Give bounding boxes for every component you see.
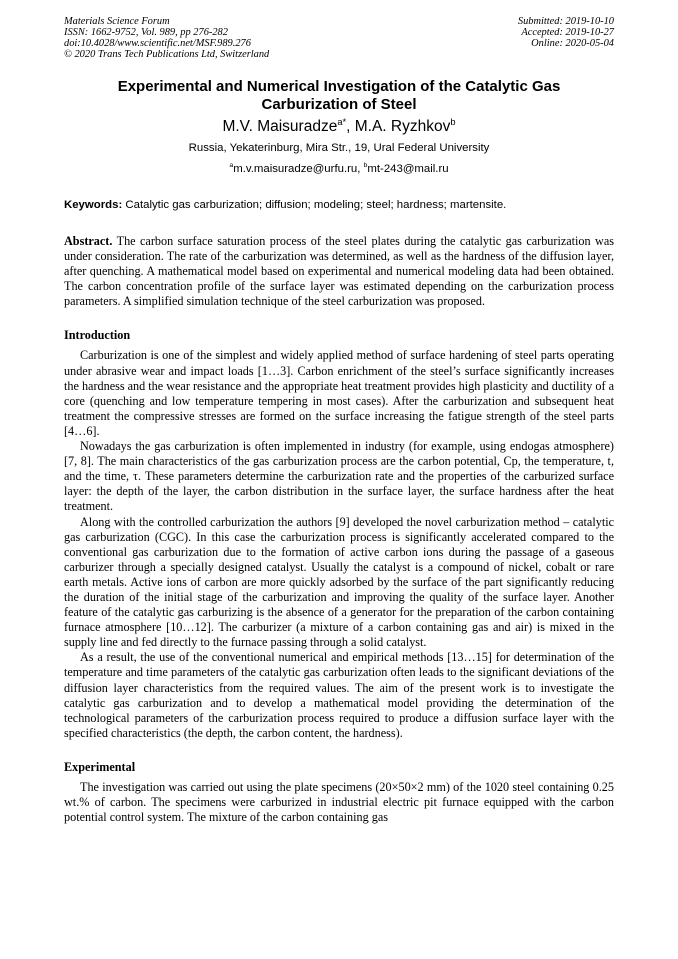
keywords (64, 198, 614, 213)
intro-paragraph-1: Carburization is one of the simplest and widely applied method of surface hardening of steel parts operating under abrasive wear and impact loads [1…3]. Carbon enrichment of the steel’s surface significantly increases the hardness and the wear resistance and the appropriate heat treatment provides high plasticity and ductility of a core (quenching and low temperature tempering in most cases). After the carburization and subsequent heat treatment the compressive stresses are formed on the surface increasing the fatigue strength of the steel parts [4…6]. (64, 348, 614, 438)
journal-header (64, 16, 614, 60)
abstract (64, 234, 614, 309)
author-list (64, 117, 614, 137)
email-a-mark: a (229, 162, 234, 170)
keywords-label: Keywords: (64, 199, 123, 211)
journal-info (64, 16, 269, 60)
abstract-text: The carbon surface saturation process of the steel plates during the catalytic gas carburization was under consideration. The rate of the carburization was determined, as well as the hardness of the diffusion layer, after quenching. A mathematical model based on experimental and numerical modeling data had been obtained. The carbon concentration profile of the surface layer was estimated depending on the carburization process parameters. A simplified simulation technique of the steel carburization was proposed. (64, 234, 614, 309)
journal-name: Materials Science Forum (64, 16, 170, 27)
author-separator: , (346, 118, 355, 135)
section-heading-introduction: Introduction (64, 328, 131, 343)
author-1: M.V. Maisuradze (222, 118, 338, 135)
email-b: mt-243@mail.ru (367, 163, 449, 175)
journal-issn: ISSN: 1662-9752, Vol. 989, pp 276-282 (64, 27, 228, 38)
paper-title (64, 78, 614, 114)
section-heading-experimental: Experimental (64, 759, 136, 774)
keywords-text: Catalytic gas carburization; diffusion; modeling; steel; hardness; martensite. (122, 199, 507, 211)
intro-paragraph-3: Along with the controlled carburization the authors [9] developed the novel carburization method – catalytic gas carburization (CGC). In this case the carburization process is significantly accelerated compared to the conventional gas carburization due to the formation of active carbon ions during the passage of a gaseous carburizer through a specially designed catalyst. Usually the catalyst is a compound of nickel, cobalt or rare earth metals. Active ions of carbon are more quickly adsorbed by the surface of the part significantly reducing the duration of the initial stage of the carburization and improving the quality of the surface layer. Another feature of the catalytic gas carburizing is the absence of a generator for the preparation of the carbon containing furnace atmosphere [10…12]. The carburizer (a mixture of a carbon containing gas and air) is mixed in the supply line and fed directly to the furnace passing through a solid catalyst. (64, 514, 614, 650)
intro-paragraph-4: As a result, the use of the conventional numerical and empirical methods [13…15] for determination of the temperature and time parameters of the catalytic gas carburization often leads to the significant deviations of the diffusion layer characteristics from the required values. The aim of the present work is to investigate the catalytic gas carburization and to develop a mathematical model providing the determination of the technological parameters of the carburization process required to produce a diffusion surface layer with the specified characteristics (the depth, the carbon content, the hardness). (64, 650, 614, 740)
author-2-affil-mark: b (450, 116, 456, 127)
author-2: M.A. Ryzhkov (354, 118, 451, 135)
journal-doi: doi:10.4028/www.scientific.net/MSF.989.276 (64, 38, 251, 49)
date-online: Online: 2020-05-04 (531, 38, 614, 49)
email-b-mark: b (363, 162, 368, 170)
author-1-affil-mark: a* (337, 116, 347, 127)
date-accepted: Accepted: 2019-10-27 (521, 27, 614, 38)
intro-paragraph-2: Nowadays the gas carburization is often implemented in industry (for example, using endogas atmosphere) [7, 8]. The main characteristics of the gas carburization process are the carbon potential, Cp, the temperature, t, and the time, τ. These parameters determine the carburization rate and the properties of the carburized surface layer: the depth of the layer, the carbon distribution in the surface layer, the surface hardness after the heat treatment. (64, 439, 614, 514)
paper-page (64, 16, 614, 825)
date-submitted: Submitted: 2019-10-10 (517, 16, 614, 27)
abstract-label: Abstract. (64, 234, 113, 248)
author-emails (64, 162, 614, 177)
title-line-1: Experimental and Numerical Investigation of the Catalytic Gas (117, 78, 561, 95)
affiliation: Russia, Yekaterinburg, Mira Str., 19, Ural Federal University (188, 142, 490, 154)
journal-copyright: © 2020 Trans Tech Publications Ltd, Switzerland (64, 49, 270, 60)
email-a: m.v.maisuradze@urfu.ru (233, 163, 358, 175)
title-line-2: Carburization of Steel (261, 96, 417, 113)
email-separator: , (357, 163, 364, 175)
experimental-paragraph-1: The investigation was carried out using the plate specimens (20×50×2 mm) of the 1020 steel containing 0.25 wt.% of carbon. The specimens were carburized in industrial electric pit furnace equipped with the carbon potential control system. The mixture of the carbon containing gas (64, 779, 614, 825)
article-dates (518, 16, 614, 60)
